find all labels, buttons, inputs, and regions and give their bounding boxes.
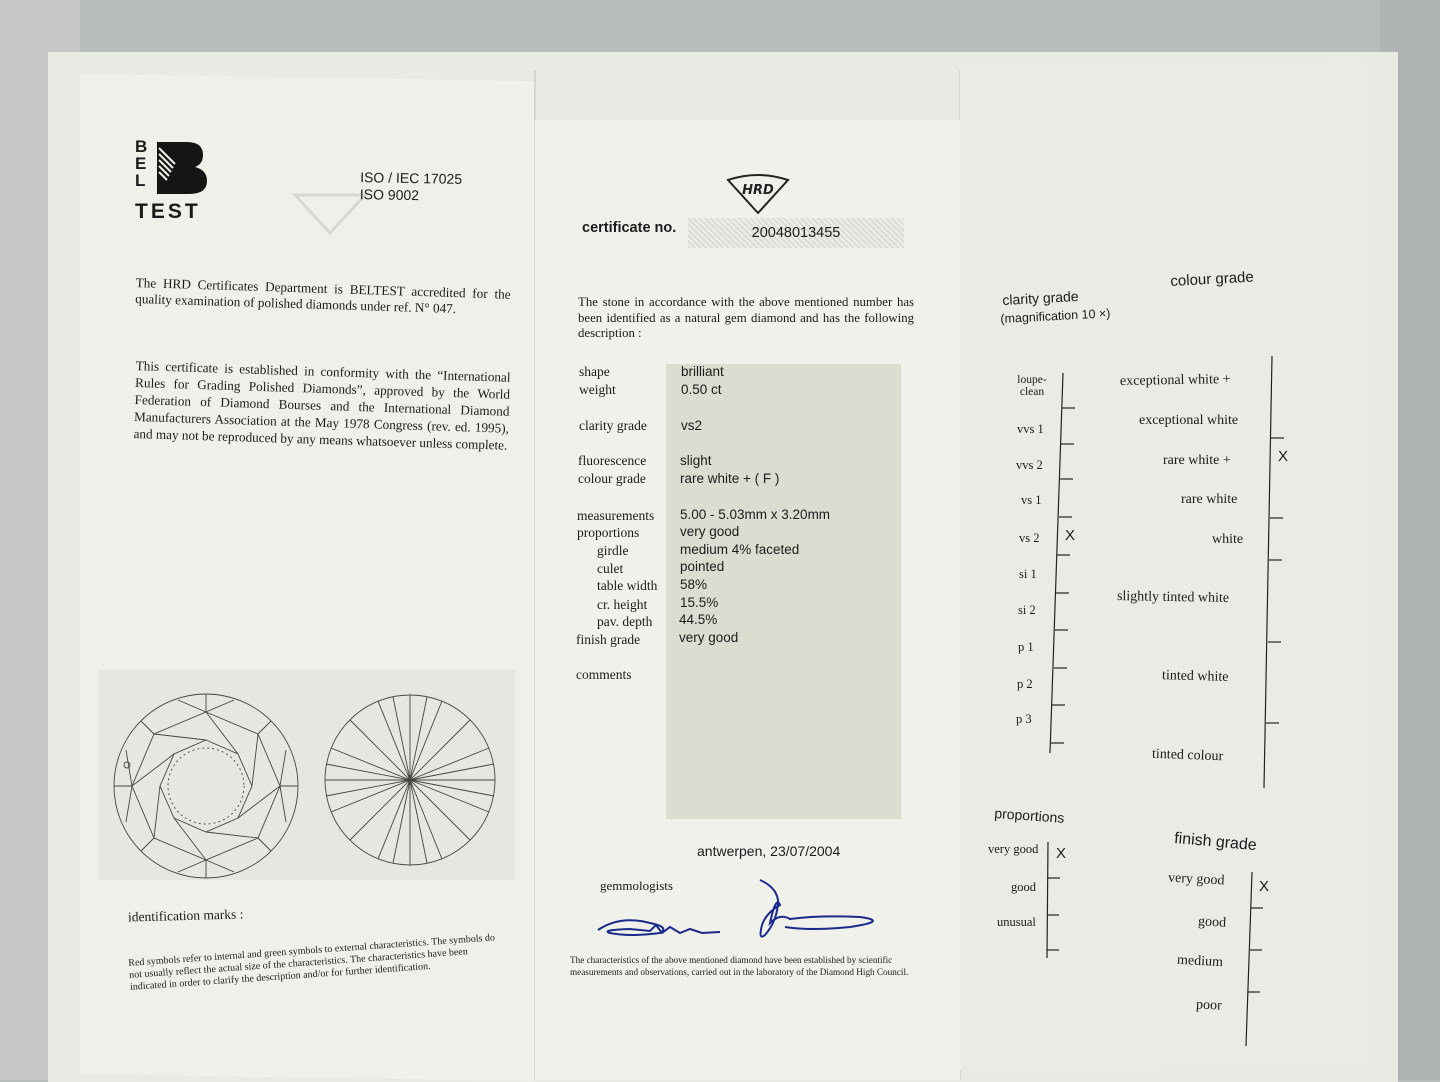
clarity-scale-item: p 3 (1016, 712, 1032, 726)
culet-label: culet (597, 561, 624, 576)
proportions-scale-item: very good (988, 842, 1039, 856)
clarity-magnification: (magnification 10 ×) (1000, 306, 1111, 326)
weight-label: weight (579, 382, 616, 397)
colour-grade-title: colour grade (1170, 268, 1255, 290)
clarity-grade-title: clarity grade (1002, 288, 1079, 308)
logo-word: TEST (135, 200, 201, 223)
diamond-plot-diagram (98, 670, 515, 880)
colour-grade-label: colour grade (578, 471, 646, 486)
clarity-scale-item: vs 2 (1019, 531, 1040, 545)
fluorescence-label: fluorescence (578, 453, 647, 468)
certificate-number: 20048013455 (688, 218, 904, 248)
measurements-value: 5.00 - 5.03mm x 3.20mm (680, 507, 831, 522)
shape-value: brilliant (681, 364, 724, 379)
finish-scale-item: medium (1176, 952, 1224, 971)
proportions-scale-item: good (1011, 880, 1036, 894)
colour-scale-item: exceptional white (1139, 413, 1239, 428)
laboratory-footnote: The characteristics of the above mentioned diamond have been established by scientific measurements and observations, carried out in the laboratory of the Diamond High Council. (570, 955, 909, 977)
pavilion-depth-label: pav. depth (597, 614, 653, 629)
colour-scale-item: tinted white (1161, 668, 1229, 685)
clarity-scale-item: loupe-clean (1017, 374, 1047, 398)
symbols-footnote: Red symbols refer to internal and green symbols to external characteristics. The symbols do not usually reflect the actual size of the characteristics. The characteristics have been indicated in order to clarify the description and/or for further identification. (128, 932, 496, 993)
table-width-value: 58% (680, 577, 708, 592)
hrd-logo-text: HRD (742, 183, 774, 198)
identification-statement: The stone in accordance with the above mentioned number has been identified as a natural gem diamond and has the following description : (578, 295, 914, 340)
colour-selected-mark: X (1278, 448, 1289, 465)
finish-grade-title: finish grade (1173, 830, 1258, 855)
clarity-scale-item: vvs 2 (1016, 458, 1043, 472)
pavilion-depth-value: 44.5% (679, 612, 718, 627)
clarity-scale-axis (1040, 368, 1080, 758)
finish-scale-item: poor (1195, 997, 1223, 1014)
colour-scale-item: rare white (1181, 492, 1238, 507)
gemmologist-signatures (590, 875, 890, 945)
iso-line: ISO / IEC 17025 (360, 169, 463, 187)
clarity-scale-item: si 1 (1019, 567, 1037, 581)
finish-selected-mark: X (1259, 878, 1270, 895)
colour-scale-item: slightly tinted white (1116, 589, 1230, 606)
hrd-watermark-icon (290, 185, 370, 235)
colour-grade-value: rare white + ( F ) (680, 471, 780, 486)
finish-grade-value: very good (679, 630, 739, 645)
beltest-b-icon (157, 142, 209, 194)
proportions-selected-mark: X (1056, 845, 1067, 862)
measurements-label: measurements (577, 508, 655, 523)
culet-value: pointed (680, 559, 725, 574)
finish-scale-item: very good (1167, 870, 1225, 889)
hrd-logo-icon (725, 172, 791, 214)
crown-height-label: cr. height (597, 597, 648, 612)
clarity-grade-value: vs2 (681, 418, 703, 433)
identification-marks-label: identification marks : (127, 906, 244, 925)
fluorescence-value: slight (680, 453, 712, 468)
clarity-grade-label: clarity grade (579, 418, 647, 433)
conformity-text: This certificate is established in conformity with the “International Rules for Grading Polished Diamonds”, approved by the World Federation of Diamond Bourses and the International Diamond Manufacturers Association at the May 1978 Congress (rev. ed. 1995), and may not be reproduced by any means whatsoever unless complete. (133, 357, 511, 453)
colour-scale-item: exceptional white + (1119, 372, 1231, 389)
proportions-value: very good (680, 524, 740, 539)
girdle-label: girdle (597, 543, 629, 558)
iso-standards (360, 169, 463, 205)
iso-line: ISO 9002 (359, 186, 420, 204)
colour-scale-item: rare white + (1163, 453, 1231, 468)
logo-letter: B (135, 137, 148, 156)
shape-label: shape (579, 364, 610, 379)
beltest-logo (135, 138, 225, 222)
clarity-scale-item: si 2 (1018, 603, 1036, 617)
place-and-date: antwerpen, 23/07/2004 (697, 843, 841, 859)
gemmologists-label: gemmologists (600, 878, 673, 893)
weight-value: 0.50 ct (681, 382, 722, 397)
accreditation-text: The HRD Certificates Department is BELTEST accredited for the quality examination of polished diamonds under ref. N° 047. (135, 275, 511, 317)
colour-scale-axis (1250, 352, 1290, 792)
girdle-value: medium 4% faceted (680, 542, 800, 557)
clarity-scale-item: vvs 1 (1017, 422, 1044, 436)
table-width-label: table width (597, 578, 658, 593)
colour-scale-item: tinted colour (1151, 746, 1224, 765)
clarity-selected-mark: X (1065, 527, 1076, 544)
finish-scale-item: good (1197, 914, 1227, 931)
proportions-label: proportions (577, 525, 640, 540)
proportions-title: proportions (993, 805, 1065, 826)
finish-grade-label: finish grade (576, 632, 641, 647)
crown-height-value: 15.5% (680, 595, 719, 610)
finish-scale-axis (1238, 870, 1268, 1050)
comments-label: comments (576, 667, 632, 682)
logo-letter: L (135, 171, 146, 190)
proportions-scale-item: unusual (997, 915, 1036, 929)
colour-scale-item: white (1212, 532, 1244, 547)
certificate-label: certificate no. (582, 220, 677, 236)
logo-letter: E (135, 154, 147, 173)
diamond-diagram-panel (98, 670, 515, 880)
clarity-scale-item: p 2 (1017, 677, 1033, 691)
clarity-scale-item: p 1 (1018, 640, 1034, 654)
clarity-scale-item: vs 1 (1021, 493, 1042, 507)
